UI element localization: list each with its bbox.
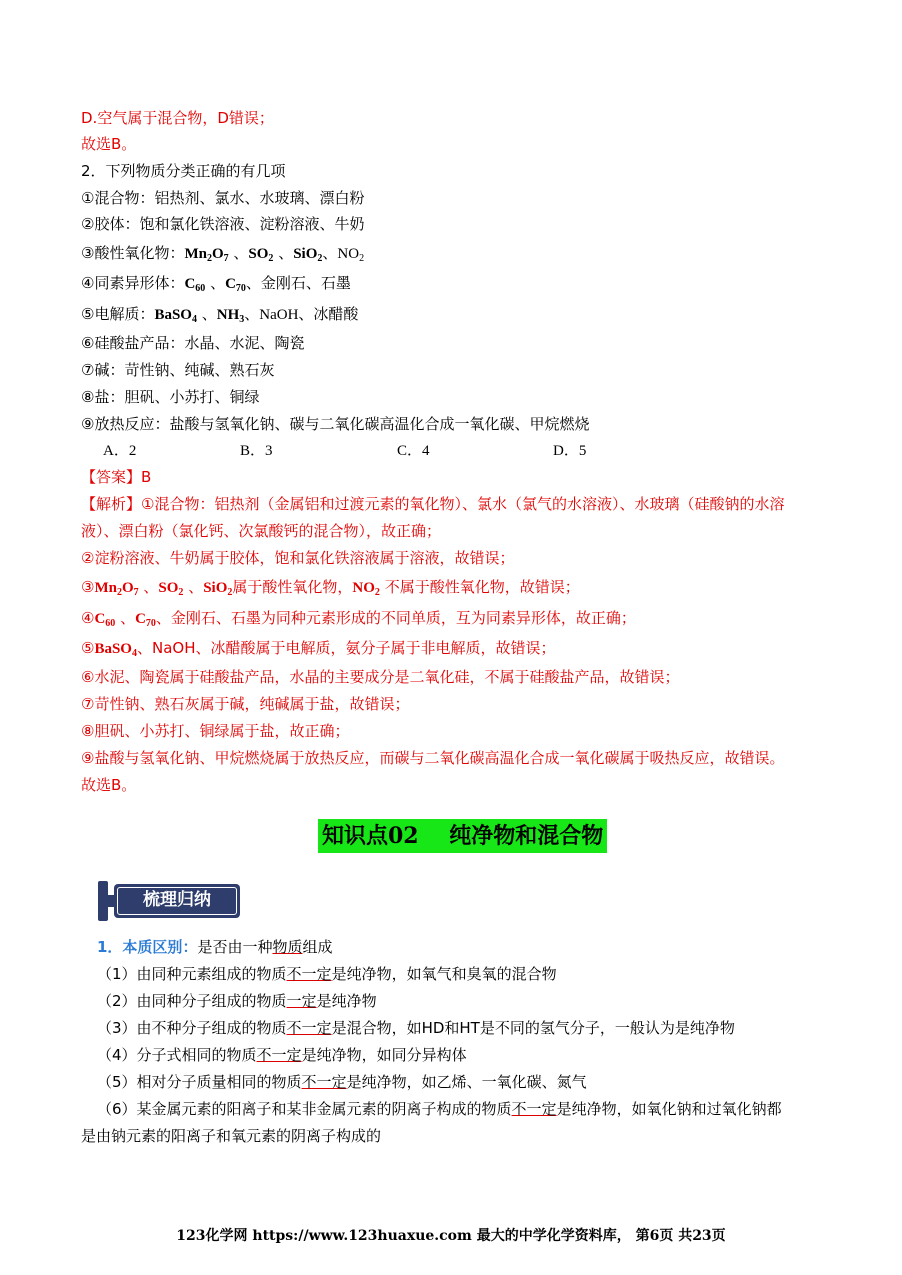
analysis-line: $④C_{60}$ 、$C_{70}$、金刚石、石墨为同种元素形成的不同单质，互为同素异形体，故正确； (81, 609, 636, 629)
knowledge-heading: 1．本质区别：是否由一种物质组成 (97, 938, 333, 956)
option-a: A．2 (103, 443, 137, 459)
analysis-line: ⑤BaSO$_4$、NaOH、冰醋酸属于电解质，氨分子属于非电解质，故错误； (81, 639, 556, 659)
question-item: ⑨放热反应：盐酸与氢氧化钠、碳与二氧化碳高温化合成一氧化碳、甲烷燃烧 (81, 415, 590, 433)
badge-box (114, 884, 240, 918)
analysis-line: 液）、漂白粉（氯化钙、次氯酸钙的混合物），故正确； (81, 522, 442, 540)
text-line: D.空气属于混合物，D错误； (81, 109, 274, 127)
analysis-line: ⑧胆矾、小苏打、铜绿属于盐，故正确； (81, 722, 350, 740)
analysis-line: ⑨盐酸与氢氧化钠、甲烷燃烧属于放热反应，而碳与二氧化碳高温化合成一氧化碳属于吸热反应，故错误。 (81, 749, 785, 767)
option-d: D．5 (553, 443, 587, 459)
knowledge-item: （1）由同种元素组成的物质不一定是纯净物，如氧气和臭氧的混合物 (97, 965, 557, 983)
question-item: ③酸性氧化物：$Mn_2O_7$ 、$SO_2$ 、SiO$_2$、$NO_2$ (81, 244, 365, 264)
analysis-line: ⑥水泥、陶瓷属于硅酸盐产品，水晶的主要成分是二氧化硅，不属于硅酸盐产品，故错误； (81, 668, 680, 686)
knowledge-item: （5）相对分子质量相同的物质不一定是纯净物，如乙烯、一氧化碳、氮气 (97, 1073, 587, 1091)
question-item: ①混合物：铝热剂、氯水、水玻璃、漂白粉 (81, 189, 365, 207)
question-stem: 2．下列物质分类正确的有几项 (81, 162, 286, 180)
analysis-line: ⑦苛性钠、熟石灰属于碱，纯碱属于盐，故错误； (81, 695, 410, 713)
analysis-line: ②淀粉溶液、牛奶属于胶体，饱和氯化铁溶液属于溶液，故错误； (81, 549, 515, 567)
knowledge-item: （3）由不种分子组成的物质不一定是混合物，如HD和HT是不同的氢气分子，一般认为是纯净物 (97, 1019, 735, 1037)
option-c: C．4 (397, 443, 430, 459)
answer-label: 【答案】B (81, 468, 152, 486)
knowledge-item: 是由钠元素的阳离子和氧元素的阴离子构成的 (81, 1127, 382, 1145)
question-item: ②胶体：饱和氯化铁溶液、淀粉溶液、牛奶 (81, 215, 365, 233)
question-item: ⑦碱：苛性钠、纯碱、熟石灰 (81, 361, 275, 379)
page-footer: 123化学网 https://www.123huaxue.com 最大的中学化学资料库， 第6页 共23页 (176, 1228, 726, 1244)
option-b: B．3 (240, 443, 273, 459)
text-line: 故选B。 (81, 135, 137, 153)
knowledge-item: （4）分子式相同的物质不一定是纯净物，如同分异构体 (97, 1046, 467, 1064)
analysis-line: 【解析】①混合物：铝热剂（金属铝和过渡元素的氧化物）、氯水（氯气的水溶液）、水玻璃（硅酸钠的水溶 (81, 495, 785, 513)
question-item: ⑤电解质：BaSO$_4$ 、$NH_3$、NaOH、冰醋酸 (81, 305, 359, 325)
question-item: ⑧盐：胆矾、小苏打、铜绿 (81, 388, 260, 406)
question-item: ④同素异形体：$C_{60}$ 、$C_{70}$、金刚石、石墨 (81, 274, 351, 294)
knowledge-item: （6）某金属元素的阳离子和某非金属元素的阴离子构成的物质不一定是纯净物，如氧化钠和过氧化钠都 (97, 1100, 782, 1118)
question-item: ⑥硅酸盐产品：水晶、水泥、陶瓷 (81, 334, 305, 352)
analysis-line: 故选B。 (81, 776, 137, 794)
badge-label: 梳理归纳 (117, 887, 237, 915)
analysis-line: $③Mn_2O_7$ 、$SO_2$ 、SiO$_2$属于酸性氧化物，$NO_2$ 不属于酸性氧化物，故错误； (81, 578, 580, 598)
section-heading: 知识点02 纯净物和混合物 (318, 819, 607, 853)
knowledge-item: （2）由同种分子组成的物质一定是纯净物 (97, 992, 377, 1010)
section-badge (98, 881, 240, 921)
